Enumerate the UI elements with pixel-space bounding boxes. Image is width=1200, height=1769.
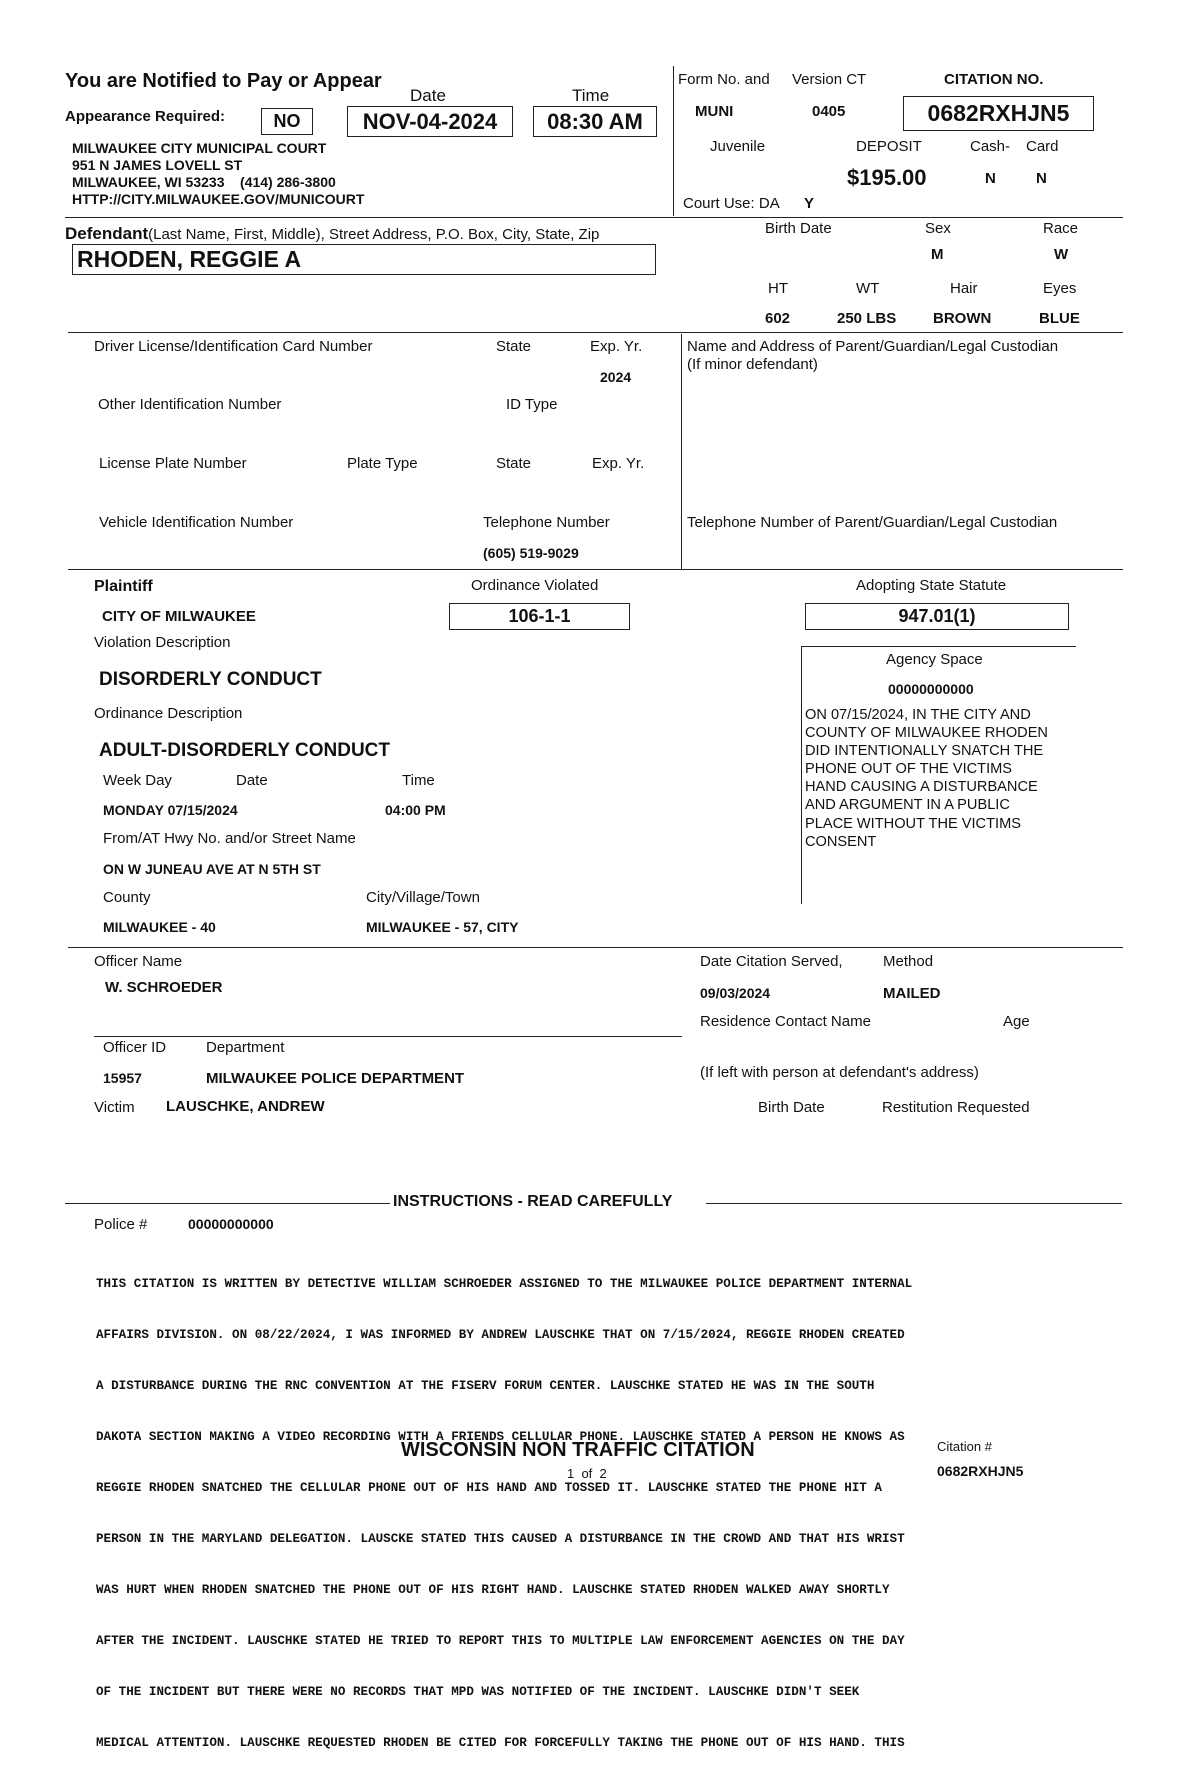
narrative-line: PERSON IN THE MARYLAND DELEGATION. LAUSCKE STATED THIS CAUSED A DISTURBANCE IN THE CROWD AND THAT HIS WRIST <box>96 1532 905 1546</box>
birth-date-label: Birth Date <box>765 220 832 237</box>
city-value: MILWAUKEE - 57, CITY <box>366 919 519 935</box>
appearance-date-value: NOV-04-2024 <box>362 109 498 134</box>
violation-description: DISORDERLY CONDUCT <box>99 669 322 690</box>
weight-label: WT <box>856 280 880 297</box>
violation-description-label: Violation Description <box>94 634 231 651</box>
violation-date-label: Date <box>236 772 268 789</box>
narrative-line: OF THE INCIDENT BUT THERE WERE NO RECORDS THAT MPD WAS NOTIFIED OF THE INCIDENT. LAUSCHKE DIDN'T SEEK <box>96 1685 860 1699</box>
agency-line: PHONE OUT OF THE VICTIMS <box>805 761 1013 778</box>
defendant-label-rest: (Last Name, First, Middle), Street Address, P.O. Box, City, State, Zip <box>148 226 600 243</box>
left-with-person-note: (If left with person at defendant's address) <box>700 1064 979 1081</box>
notice-title: You are Notified to Pay or Appear <box>65 70 382 92</box>
plaintiff-label: Plaintiff <box>94 578 153 595</box>
guardian-divider <box>681 334 682 570</box>
dl-exp-value: 2024 <box>600 369 632 385</box>
sex-label: Sex <box>925 220 951 237</box>
violation-time: 04:00 PM <box>385 802 446 818</box>
instructions-heading: INSTRUCTIONS - READ CAREFULLY <box>393 1193 673 1210</box>
agency-line: CONSENT <box>805 833 877 850</box>
narrative-line: MEDICAL ATTENTION. LAUSCHKE REQUESTED RHODEN BE CITED FOR FORCEFULLY TAKING THE PHONE OUT OF HIS HAND. THIS <box>96 1736 905 1750</box>
phone-label: Telephone Number <box>483 514 610 531</box>
statute-value: 947.01(1) <box>898 606 976 626</box>
cash-value: N <box>985 170 996 187</box>
agency-line: DID INTENTIONALLY SNATCH THE <box>805 743 1044 760</box>
defendant-name: RHODEN, REGGIE A <box>77 246 302 272</box>
appearance-date-label: Date <box>410 86 446 105</box>
juvenile-label: Juvenile <box>710 138 766 155</box>
header-divider <box>673 66 674 216</box>
defendant-label <box>65 224 599 244</box>
footer-title: WISCONSIN NON TRAFFIC CITATION <box>401 1439 755 1461</box>
police-number-label: Police # <box>94 1216 148 1233</box>
height-value: 602 <box>765 310 791 327</box>
card-value: N <box>1036 170 1047 187</box>
rule-violation <box>68 947 1123 948</box>
court-address <box>72 140 364 208</box>
instructions-rule-right <box>706 1203 1122 1204</box>
agency-narrative <box>805 706 1048 851</box>
county-label: County <box>103 889 151 906</box>
department-label: Department <box>206 1039 285 1056</box>
method-label: Method <box>883 953 934 970</box>
narrative-line: A DISTURBANCE DURING THE RNC CONVENTION AT THE FISERV FORUM CENTER. LAUSCHKE STATED HE WAS IN THE SOUTH <box>96 1379 875 1393</box>
narrative-line: AFTER THE INCIDENT. LAUSCHKE STATED HE TRIED TO REPORT THIS TO MULTIPLE LAW ENFORCEMENT AGENCIES ON THE DAY <box>96 1634 905 1648</box>
narrative-line: REGGIE RHODEN SNATCHED THE CELLULAR PHONE OUT OF HIS HAND AND TOSSED IT. LAUSCHKE STATED THE PHONE HIT A <box>96 1481 882 1495</box>
citation-no-box <box>903 96 1094 131</box>
plaintiff-value: CITY OF MILWAUKEE <box>102 608 256 625</box>
department-value: MILWAUKEE POLICE DEPARTMENT <box>206 1070 465 1087</box>
served-date: 09/03/2024 <box>700 985 771 1001</box>
eyes-value: BLUE <box>1039 310 1080 327</box>
appearance-time-value: 08:30 AM <box>547 109 643 134</box>
rule-defendant <box>68 332 1123 333</box>
plate-exp-label: Exp. Yr. <box>592 455 645 472</box>
citation-no-label: CITATION NO. <box>944 71 1044 88</box>
court-city: MILWAUKEE, WI 53233 (414) 286-3800 <box>72 174 336 190</box>
guardian-phone-label: Telephone Number of Parent/Guardian/Legal Custodian <box>687 514 1058 531</box>
statute-box <box>805 603 1069 630</box>
deposit-label: DEPOSIT <box>856 138 922 155</box>
dl-state-label: State <box>496 338 532 355</box>
defendant-name-box <box>72 244 656 275</box>
guardian-label <box>687 338 1058 374</box>
appearance-date-box <box>347 106 513 137</box>
page-number: 1 of 2 <box>567 1466 607 1481</box>
plate-label: License Plate Number <box>99 455 247 472</box>
ordinance-label: Ordinance Violated <box>471 577 599 594</box>
victim-name: LAUSCHKE, ANDREW <box>166 1098 325 1115</box>
agency-line: ON 07/15/2024, IN THE CITY AND <box>805 707 1031 723</box>
agency-space-label: Agency Space <box>886 651 983 668</box>
guardian-label-line-2: (If minor defendant) <box>687 356 818 373</box>
dl-label: Driver License/Identification Card Number <box>94 338 373 355</box>
police-number: 00000000000 <box>188 1216 274 1232</box>
plate-type-label: Plate Type <box>347 455 418 472</box>
served-label: Date Citation Served, <box>700 953 843 970</box>
weight-value: 250 LBS <box>837 310 897 327</box>
deposit-value: $195.00 <box>847 165 927 190</box>
weekday-label: Week Day <box>103 772 172 789</box>
appearance-time-box <box>533 106 657 137</box>
agency-line: HAND CAUSING A DISTURBANCE <box>805 779 1038 796</box>
narrative-line: DAKOTA SECTION MAKING A VIDEO RECORDING WITH A FRIENDS CELLULAR PHONE. LAUSCHKE STATED A PERSON HE KNOWS AS <box>96 1430 905 1444</box>
officer-name-rule <box>94 1036 682 1037</box>
vin-label: Vehicle Identification Number <box>99 514 294 531</box>
officer-name: W. SCHROEDER <box>105 979 223 996</box>
version-label: Version CT <box>792 71 867 88</box>
form-no-label: Form No. and <box>678 71 770 88</box>
version-value: 0405 <box>812 103 846 120</box>
narrative-line: WAS HURT WHEN RHODEN SNATCHED THE PHONE OUT OF HIS RIGHT HAND. LAUSCHKE STATED RHODEN WALKED AWAY SHORTLY <box>96 1583 890 1597</box>
race-value: W <box>1054 246 1069 263</box>
court-url: HTTP://CITY.MILWAUKEE.GOV/MUNICOURT <box>72 191 365 207</box>
other-id-label: Other Identification Number <box>98 396 282 413</box>
phone-value: (605) 519-9029 <box>483 545 579 561</box>
ordinance-value: 106-1-1 <box>508 606 571 626</box>
plate-state-label: State <box>496 455 532 472</box>
guardian-label-line-1: Name and Address of Parent/Guardian/Legal Custodian <box>687 338 1059 355</box>
id-type-label: ID Type <box>506 396 558 413</box>
appearance-required-box <box>261 108 313 135</box>
county-value: MILWAUKEE - 40 <box>103 919 216 935</box>
court-name: MILWAUKEE CITY MUNICIPAL COURT <box>72 140 327 156</box>
agency-space-top-rule <box>801 646 1076 647</box>
street-label: From/AT Hwy No. and/or Street Name <box>103 830 356 847</box>
instructions-narrative <box>96 1242 912 1769</box>
officer-id: 15957 <box>103 1070 142 1086</box>
appearance-required-label: Appearance Required: <box>65 108 226 125</box>
ordinance-description: ADULT-DISORDERLY CONDUCT <box>99 740 390 761</box>
hair-label: Hair <box>950 280 978 297</box>
victim-label: Victim <box>94 1099 135 1116</box>
rule-identification <box>68 569 1123 570</box>
agency-line: COUNTY OF MILWAUKEE RHODEN <box>805 725 1048 742</box>
court-use-label: Court Use: DA <box>683 195 780 212</box>
eyes-label: Eyes <box>1043 280 1077 297</box>
narrative-line: THIS CITATION IS WRITTEN BY DETECTIVE WILLIAM SCHROEDER ASSIGNED TO THE MILWAUKEE POLICE DEPARTMENT INTERNAL <box>96 1277 913 1291</box>
dl-exp-label: Exp. Yr. <box>590 338 643 355</box>
violation-time-label: Time <box>402 772 435 789</box>
hair-value: BROWN <box>933 310 992 327</box>
cash-label: Cash- <box>970 138 1011 155</box>
officer-name-label: Officer Name <box>94 953 183 970</box>
violation-weekday-date: MONDAY 07/15/2024 <box>103 802 238 818</box>
citation-no-value: 0682RXHJN5 <box>927 100 1070 126</box>
narrative-line: AFFAIRS DIVISION. ON 08/22/2024, I WAS INFORMED BY ANDREW LAUSCHKE THAT ON 7/15/2024, REGGIE RHODEN CREATED <box>96 1328 905 1342</box>
age-label: Age <box>1003 1013 1030 1030</box>
court-street: 951 N JAMES LOVELL ST <box>72 157 243 173</box>
race-label: Race <box>1043 220 1079 237</box>
instructions-rule-left <box>65 1203 390 1204</box>
footer-citation-label: Citation # <box>937 1439 992 1454</box>
form-value: MUNI <box>695 103 734 120</box>
statute-label: Adopting State Statute <box>856 577 1007 594</box>
restitution-label: Restitution Requested <box>882 1099 1030 1116</box>
appearance-time-label: Time <box>572 86 610 105</box>
agency-line: PLACE WITHOUT THE VICTIMS <box>805 815 1021 832</box>
residence-contact-label: Residence Contact Name <box>700 1013 871 1030</box>
defendant-label-bold: Defendant <box>65 224 149 243</box>
height-label: HT <box>768 280 788 297</box>
agency-space-left-rule <box>801 646 802 904</box>
sex-value: M <box>931 246 944 263</box>
city-label: City/Village/Town <box>366 889 480 906</box>
victim-birth-date-label: Birth Date <box>758 1099 825 1116</box>
service-method: MAILED <box>883 985 941 1002</box>
ordinance-description-label: Ordinance Description <box>94 705 243 722</box>
card-label: Card <box>1026 138 1059 155</box>
rule-header <box>65 217 1123 218</box>
street-value: ON W JUNEAU AVE AT N 5TH ST <box>103 861 321 877</box>
officer-id-label: Officer ID <box>103 1039 167 1056</box>
appearance-required-value: NO <box>273 111 301 131</box>
agency-line: AND ARGUMENT IN A PUBLIC <box>805 797 1010 814</box>
agency-number: 00000000000 <box>888 681 974 697</box>
court-use-value: Y <box>804 195 815 212</box>
ordinance-box <box>449 603 630 630</box>
footer-citation-number: 0682RXHJN5 <box>937 1463 1024 1479</box>
